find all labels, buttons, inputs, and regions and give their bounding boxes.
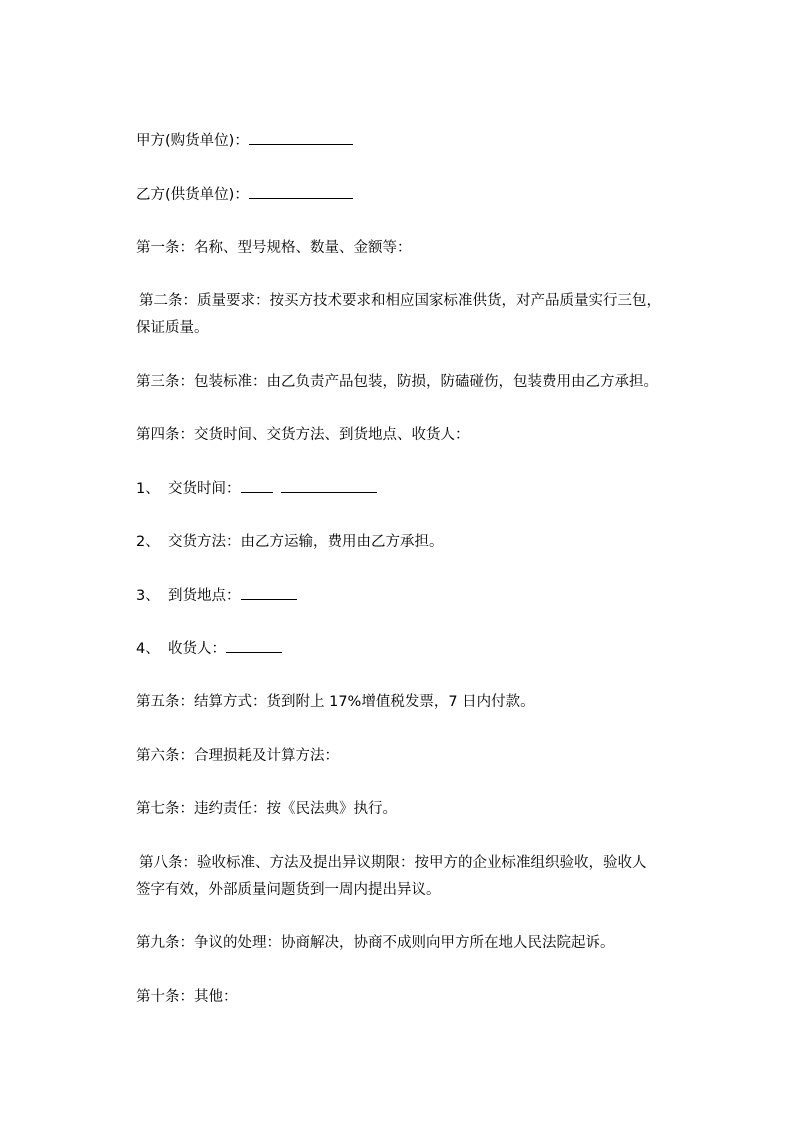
item-3-blank [241,587,297,600]
item-3 [136,586,297,606]
party-a-line [136,131,353,151]
party-b-line [136,185,353,205]
article-6: 第六条：合理损耗及计算方法： [136,748,339,764]
article-8-line-2: 签字有效，外部质量问题货到一周内提出异议。 [136,882,441,898]
item-2-number: 2、 [136,534,160,550]
item-2 [136,532,444,552]
article-9: 第九条：争议的处理：协商解决，协商不成则向甲方所在地人民法院起诉。 [136,935,615,951]
item-1-blank-long [281,480,377,493]
article-4: 第四条：交货时间、交货方法、到货地点、收货人： [136,427,470,443]
article-3: 第三条：包装标准：由乙负责产品包装，防损，防磕碰伤，包装费用由乙方承担。 [136,374,658,390]
item-1-blank-short [241,480,273,493]
item-1-number: 1、 [136,481,160,497]
item-4-blank [226,640,282,653]
item-1 [136,479,377,499]
article-10: 第十条：其他： [136,989,238,1005]
article-2-line-2: 保证质量。 [136,320,209,336]
party-a-blank [249,132,353,145]
item-1-text: 交货时间： [168,481,241,497]
item-2-text: 交货方法：由乙方运输，费用由乙方承担。 [168,534,444,550]
article-1: 第一条：名称、型号规格、数量、金额等： [136,240,412,256]
item-4-number: 4、 [136,641,160,657]
item-3-text: 到货地点： [168,588,241,604]
party-a-label: 甲方(购货单位)： [136,133,249,149]
article-2-line-1: 第二条：质量要求：按买方技术要求和相应国家标准供货，对产品质量实行三包， [139,293,661,309]
party-b-blank [249,186,353,199]
article-7: 第七条：违约责任：按《民法典》执行。 [136,801,397,817]
item-4 [136,639,282,659]
article-8-line-1: 第八条：验收标准、方法及提出异议期限：按甲方的企业标准组织验收，验收人 [139,855,647,871]
article-5: 第五条：结算方式：货到附上 17%增值税发票，7 日内付款。 [136,694,535,710]
party-b-label: 乙方(供货单位)： [136,187,249,203]
item-4-text: 收货人： [168,641,226,657]
item-3-number: 3、 [136,588,160,604]
